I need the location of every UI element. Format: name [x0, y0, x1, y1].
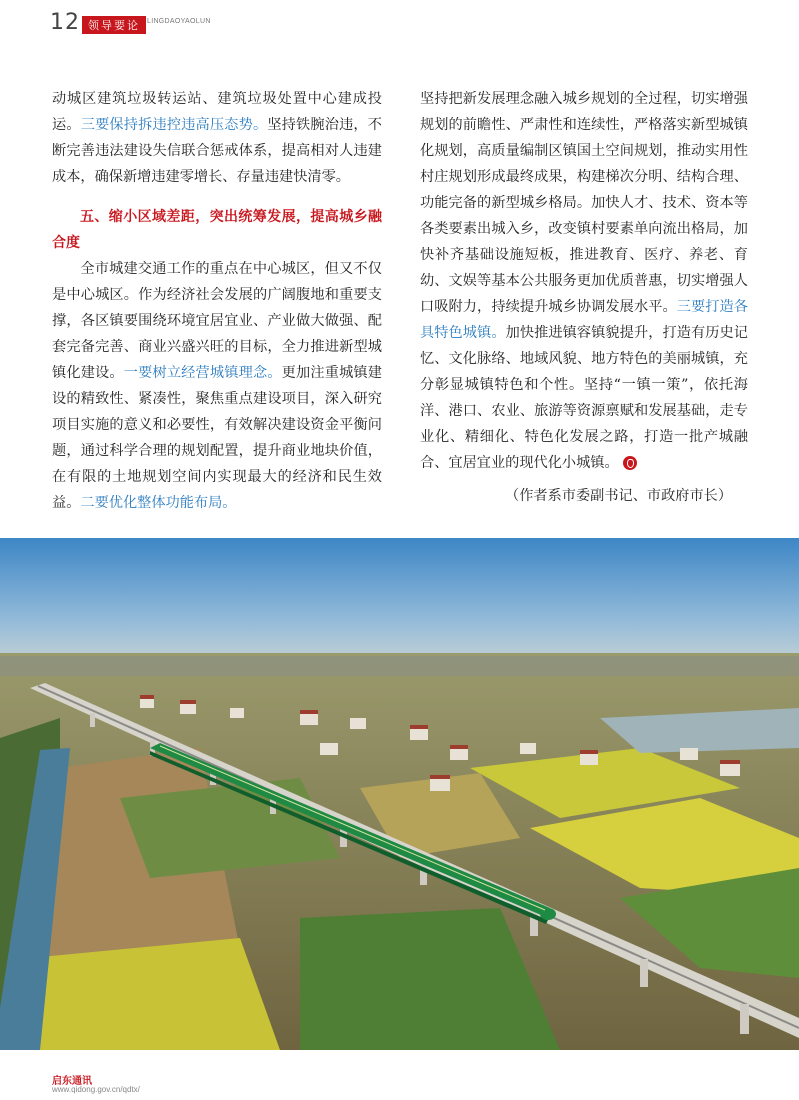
page-header [0, 0, 799, 50]
body-text: 坚持把新发展理念融入城乡规划的全过程，切实增强规划的前瞻性、严肃性和连续性，严格落实新型城镇化规划，高质量编制区镇国土空间规划，推动实用性村庄规划形成最终成果，构建梯次分明、结构合理、功能完备的新型城乡格局。加快人才、技术、资本等各类要素出城入乡，改变镇村要素单向流出格局，加快补齐基础设施短板，推进教育、医疗、养老、育幼、文娱等基本公共服务更加优质普惠，切实增强人口吸附力，持续提升城乡协调发展水平。 [420, 91, 748, 315]
aerial-train-photo [0, 538, 799, 1050]
body-text: 动城区建筑垃圾转运站、建筑垃圾处置中心建成投运。 [52, 91, 382, 133]
highlight-text: 三要保持拆违控违高压态势。 [80, 117, 268, 133]
body-text: 加快推进镇容镇貌提升，打造有历史记忆、文化脉络、地域风貌、地方特色的美丽城镇，充分彰显城镇特色和个性。坚持“一镇一策”，依托海洋、港口、农业、旅游等资源禀赋和发展基础，走专业化、精细化、特色化发展之路，打造一批产城融合、宜居宜业的现代化小城镇。 [420, 325, 748, 471]
paragraph [52, 86, 382, 190]
section-badge: 领导要论 [82, 16, 146, 34]
highlight-text: 二要优化整体功能布局。 [80, 495, 237, 511]
section-pinyin: LINGDAOYAOLUN [147, 18, 211, 25]
body-text: 坚持铁腕治违，不断完善违法建设失信联合惩戒体系，提高相对人违建成本，确保新增违建零增长、存量违建快清零。 [52, 117, 382, 185]
photo-illustration [0, 538, 799, 1050]
end-mark-icon [623, 456, 637, 470]
left-column [52, 86, 382, 516]
highlight-text: 一要树立经营城镇理念。 [123, 365, 282, 381]
paragraph [52, 256, 382, 516]
body-text: 全市城建交通工作的重点在中心城区，但又不仅是中心城区。作为经济社会发展的广阔腹地和重要支撑，各区镇要围绕环境宜居宜业、产业做大做强、配套完备完善、商业兴盛兴旺的目标，全力推进新型城镇化建设。 [52, 261, 382, 381]
right-column [420, 86, 748, 476]
highlight-text: 三要打造各具特色城镇。 [420, 299, 748, 341]
paragraph [420, 86, 748, 476]
author-byline: （作者系市委副书记、市政府市长） [505, 488, 733, 504]
page-number: 12 [50, 10, 80, 35]
footer-title: 启东通讯 [52, 1076, 92, 1087]
footer-url[interactable]: www.qidong.gov.cn/qdtx/ [52, 1085, 140, 1094]
body-text: 更加注重城镇建设的精致性、紧凑性，聚焦重点建设项目，深入研究项目实施的意义和必要性，有效解决建设资金平衡问题，通过科学合理的规划配置，提升商业地块价值，在有限的土地规划空间内实现最大的经济和民生效益。 [52, 365, 382, 511]
section-heading: 五、缩小区域差距，突出统筹发展，提高城乡融合度 [52, 209, 382, 251]
